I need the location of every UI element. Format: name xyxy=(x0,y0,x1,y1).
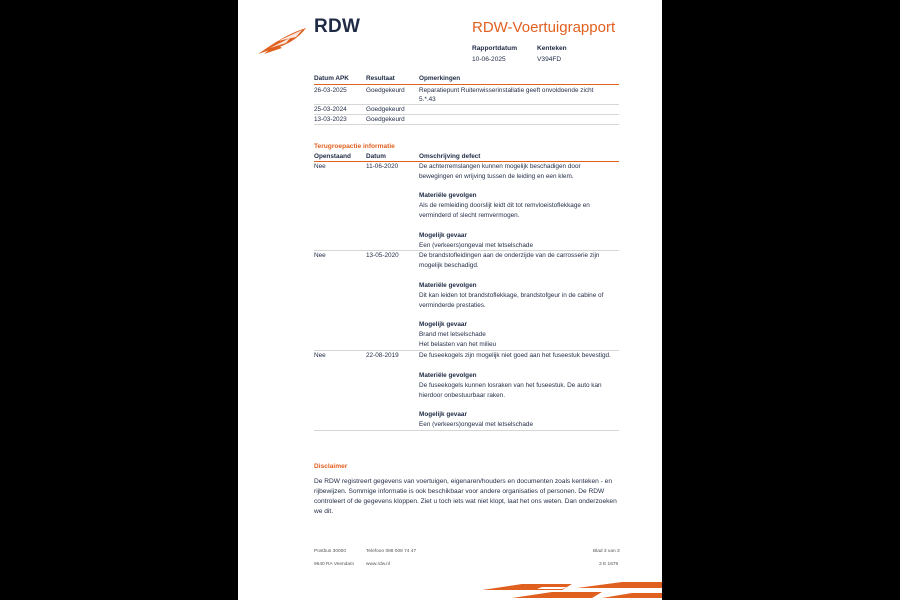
recall-danger-line: Brand met letselschade xyxy=(419,331,486,338)
recall-open-status: Nee xyxy=(314,352,326,359)
apk-col-remarks: Opmerkingen xyxy=(419,75,461,82)
recall-date: 11-06-2020 xyxy=(366,163,399,170)
recall-defect-line: De brandstofleidingen aan de onderzijde van de carrosserie zijn xyxy=(419,252,600,259)
footer-postbus: Postbus 30000 xyxy=(314,549,347,554)
footer-page-number: Blad 3 van 3 xyxy=(593,549,620,554)
recall-material-heading: Materiële gevolgen xyxy=(419,372,477,379)
disclaimer-title: Disclaimer xyxy=(314,463,348,470)
recall-section-title: Terugroepactie informatie xyxy=(314,143,395,150)
disclaimer-line: controleert of de gegevens kloppen. Ziet u toch iets wat niet klopt, laat het ons weten. Dan onderzoeken xyxy=(314,498,617,505)
recall-material-line: De fuseekogels kunnen losraken van het fuseestuk. De auto kan xyxy=(419,382,602,389)
recall-col-open: Openstaand xyxy=(314,153,351,160)
report-page xyxy=(238,0,662,600)
recall-danger-heading: Mogelijk gevaar xyxy=(419,232,467,239)
footer-website: www.rdw.nl xyxy=(366,562,390,567)
recall-row-divider xyxy=(314,430,619,431)
recall-defect-line: mogelijk beschadigd. xyxy=(419,262,479,269)
recall-row-divider xyxy=(314,350,619,351)
recall-material-line: verminderde prestaties. xyxy=(419,302,486,309)
apk-row-result: Goedgekeurd xyxy=(366,116,405,123)
recall-row-divider xyxy=(314,250,619,251)
plate-label: Kenteken xyxy=(537,45,567,52)
recall-col-defect: Omschrijving defect xyxy=(419,153,481,160)
recall-date: 13-05-2020 xyxy=(366,252,399,259)
apk-row-date: 13-03-2023 xyxy=(314,116,347,123)
org-logo-text: RDW xyxy=(314,16,361,37)
recall-open-status: Nee xyxy=(314,163,326,170)
apk-row-remark: Reparatiepunt Ruitenwisserinstallatie geeft onvoldoende zicht xyxy=(419,87,594,94)
apk-row-remark-cont: 5.*.43 xyxy=(419,96,436,103)
apk-row-divider xyxy=(314,114,619,115)
recall-header-rule xyxy=(314,161,619,162)
recall-danger-line: Een (verkeers)ongeval met letselschade xyxy=(419,242,534,249)
recall-defect-line: bewegingen en wrijving tussen de leiding en een klem. xyxy=(419,173,574,180)
apk-row-date: 26-03-2025 xyxy=(314,87,347,94)
left-letterbox xyxy=(0,0,238,600)
recall-danger-heading: Mogelijk gevaar xyxy=(419,411,467,418)
recall-open-status: Nee xyxy=(314,252,326,259)
apk-row-date: 25-03-2024 xyxy=(314,106,347,113)
recall-material-heading: Materiële gevolgen xyxy=(419,282,477,289)
document-title: RDW-Voertuigrapport xyxy=(472,19,616,36)
recall-danger-heading: Mogelijk gevaar xyxy=(419,321,467,328)
apk-row-divider xyxy=(314,104,619,105)
recall-danger-line: Het belasten van het milieu xyxy=(419,341,497,348)
apk-row-result: Goedgekeurd xyxy=(366,87,405,94)
report-date-value: 10-06-2025 xyxy=(472,56,506,63)
recall-material-heading: Materiële gevolgen xyxy=(419,192,477,199)
apk-row-divider xyxy=(314,124,619,125)
recall-col-date: Datum xyxy=(366,153,386,160)
footer-doc-code: 3 E 1679 xyxy=(599,562,619,567)
recall-material-line: Als de remleiding doorslijt leidt dit tot remvloeistoflekkage en xyxy=(419,202,590,209)
apk-col-date: Datum APK xyxy=(314,75,349,82)
rdw-logo-icon xyxy=(256,26,308,56)
footer-phone: Telefoon 088 008 74 47 xyxy=(366,549,417,554)
recall-danger-line: Een (verkeers)ongeval met letselschade xyxy=(419,421,534,428)
recall-date: 22-08-2019 xyxy=(366,352,399,359)
footer-address: 9640 RA Veendam xyxy=(314,562,355,567)
report-date-label: Rapportdatum xyxy=(472,45,518,52)
recall-material-line: verminderd of slecht remvermogen. xyxy=(419,212,520,219)
recall-defect-line: De achterremslangen kunnen mogelijk beschadigen door xyxy=(419,163,581,170)
recall-material-line: hierdoor onbestuurbaar raken. xyxy=(419,392,505,399)
disclaimer-line: rijbewijzen. Sommige informatie is ook beschikbaar voor andere organisaties of personen. De RDW xyxy=(314,488,605,495)
plate-value: V394FD xyxy=(537,56,562,63)
apk-col-result: Resultaat xyxy=(366,75,395,82)
disclaimer-line: we dit. xyxy=(314,508,334,515)
apk-row-result: Goedgekeurd xyxy=(366,106,405,113)
disclaimer-line: De RDW registreert gegevens van voertuigen, eigenaren/houders en documenten zoals kenteken - en xyxy=(314,478,612,485)
apk-header-rule xyxy=(314,84,619,85)
decorative-stripes-graphic xyxy=(482,578,662,600)
recall-defect-line: De fuseekogels zijn mogelijk niet goed aan het fuseestuk bevestigd. xyxy=(419,352,611,359)
recall-material-line: Dit kan leiden tot brandstoflekkage, brandstofgeur in de cabine of xyxy=(419,292,604,299)
right-letterbox xyxy=(662,0,900,600)
